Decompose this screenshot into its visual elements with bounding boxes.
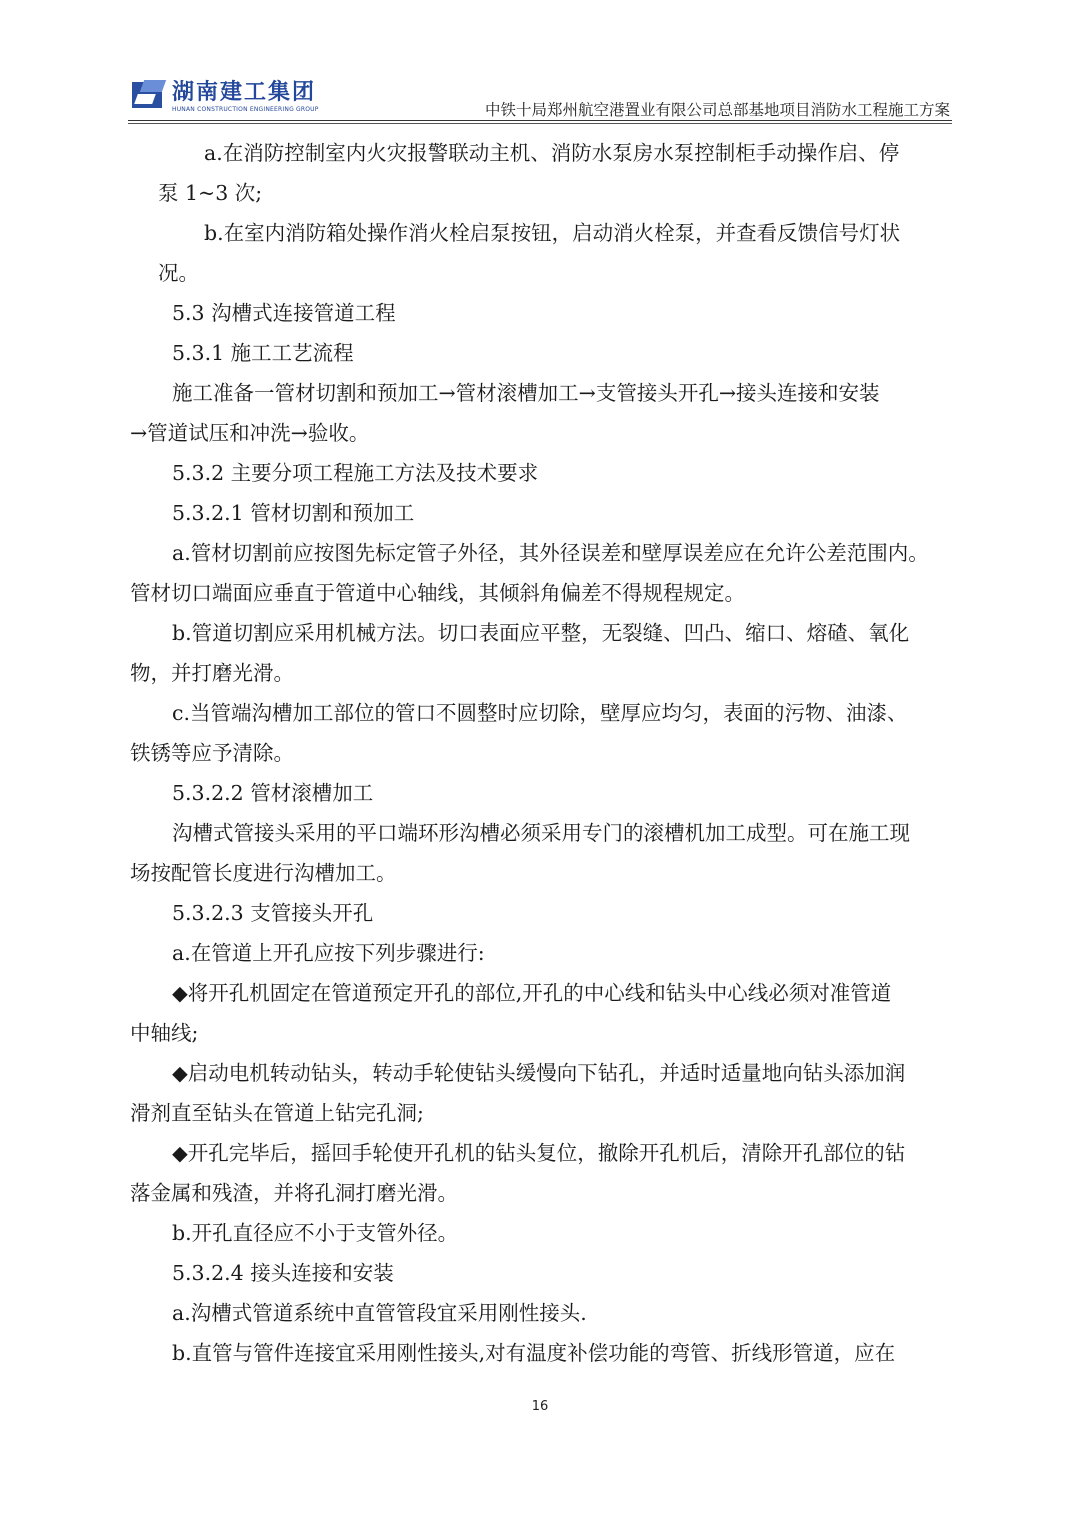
header-divider-thin	[128, 123, 952, 124]
text-line: a.管材切割前应按图先标定管子外径，其外径误差和壁厚误差应在允许公差范围内。	[172, 541, 929, 565]
section-heading: 5.3.2 主要分项工程施工方法及技术要求	[172, 461, 539, 485]
section-heading: 5.3.1 施工工艺流程	[172, 341, 354, 365]
section-heading: 5.3 沟槽式连接管道工程	[172, 301, 396, 325]
bullet-line: ◆开孔完毕后，摇回手轮使开孔机的钻头复位，撤除开孔机后，清除开孔部位的钻	[172, 1141, 906, 1165]
text-line: a.沟槽式管道系统中直管管段宜采用刚性接头.	[172, 1301, 587, 1325]
text-line: a.在管道上开孔应按下列步骤进行:	[172, 941, 485, 965]
section-heading: 5.3.2.1 管材切割和预加工	[172, 501, 415, 525]
text-line: c.当管端沟槽加工部位的管口不圆整时应切除，壁厚应均匀，表面的污物、油漆、	[172, 701, 908, 725]
text-line: 管材切口端面应垂直于管道中心轴线，其倾斜角偏差不得规程规定。	[130, 581, 745, 605]
header-divider	[128, 120, 952, 121]
text-line: 中轴线;	[130, 1021, 199, 1045]
text-line: →管道试压和冲洗→验收。	[130, 421, 370, 445]
text-line: b.直管与管件连接宜采用刚性接头,对有温度补偿功能的弯管、折线形管道，应在	[172, 1341, 896, 1365]
document-body	[130, 133, 956, 1373]
section-heading: 5.3.2.4 接头连接和安装	[172, 1261, 394, 1285]
text-line: 物，并打磨光滑。	[130, 661, 294, 685]
bullet-line: ◆启动电机转动钻头，转动手轮使钻头缓慢向下钻孔，并适时适量地向钻头添加润	[172, 1061, 906, 1085]
logo-cn-text: 湖南建工集团	[172, 80, 317, 105]
text-line: 铁锈等应予清除。	[130, 741, 294, 765]
text-line: 落金属和残渣，并将孔洞打磨光滑。	[130, 1181, 458, 1205]
text-line: 场按配管长度进行沟槽加工。	[130, 861, 397, 885]
text-line: 沟槽式管接头采用的平口端环形沟槽必须采用专门的滚槽机加工成型。可在施工现	[172, 821, 910, 845]
text-line: 况。	[158, 261, 199, 285]
text-line: b.开孔直径应不小于支管外径。	[172, 1221, 459, 1245]
text-line: 施工准备一管材切割和预加工→管材滚槽加工→支管接头开孔→接头连接和安装	[172, 381, 880, 405]
text-line: b.在室内消防箱处操作消火栓启泵按钮，启动消火栓泵，并查看反馈信号灯状	[204, 221, 901, 245]
logo-mark-icon	[132, 80, 166, 110]
page-header	[128, 72, 952, 120]
bullet-line: ◆将开孔机固定在管道预定开孔的部位,开孔的中心线和钻头中心线必须对准管道	[172, 981, 892, 1005]
text-line: a.在消防控制室内火灾报警联动主机、消防水泵房水泵控制柜手动操作启、停	[204, 141, 900, 165]
section-heading: 5.3.2.3 支管接头开孔	[172, 901, 374, 925]
logo-en-text: HUNAN CONSTRUCTION ENGINEERING GROUP	[172, 106, 319, 113]
page-number: 16	[531, 1399, 549, 1414]
text-line: 滑剂直至钻头在管道上钻完孔洞;	[130, 1101, 424, 1125]
text-line: b.管道切割应采用机械方法。切口表面应平整，无裂缝、凹凸、缩口、熔碴、氧化	[172, 621, 910, 645]
text-line: 泵 1~3 次;	[158, 181, 263, 205]
document-title: 中铁十局郑州航空港置业有限公司总部基地项目消防水工程施工方案	[484, 101, 950, 119]
section-heading: 5.3.2.2 管材滚槽加工	[172, 781, 374, 805]
company-logo	[132, 80, 319, 118]
